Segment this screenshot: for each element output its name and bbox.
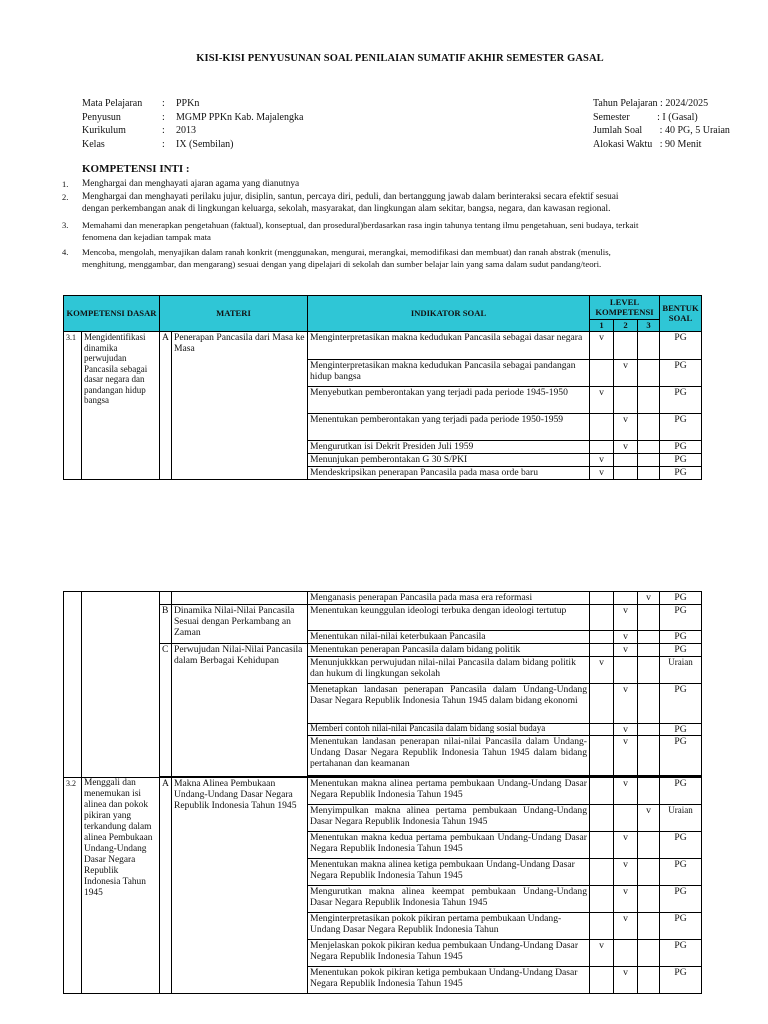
level-1-cell: v [590, 467, 614, 480]
level-3-cell [638, 467, 660, 480]
level-3-cell [638, 605, 660, 631]
level-1-cell [590, 414, 614, 441]
materi-letter: B [160, 605, 172, 644]
level-2-cell [614, 805, 638, 832]
bentuk-cell: PG [660, 454, 702, 467]
bentuk-cell: PG [660, 913, 702, 940]
indikator-cell: Menunjukan pemberontakan G 30 S/PKI [308, 454, 590, 467]
level-2-cell [614, 592, 638, 605]
kd-continued [64, 592, 82, 778]
bentuk-cell: Uraian [660, 657, 702, 684]
info-value: 2013 [176, 125, 196, 136]
level-1-cell [590, 441, 614, 454]
info-label: Mata Pelajaran [82, 98, 143, 109]
bentuk-cell: PG [660, 441, 702, 454]
level-3-cell [638, 832, 660, 859]
indikator-cell: Menyimpulkan makna alinea pertama pembukaan Undang-Undang Dasar Negara Republik Indonesia Tahun 1945 [308, 805, 590, 832]
ki-text: Menghargai dan menghayati ajaran agama yang dianutnya [82, 179, 300, 189]
info-value: IX (Sembilan) [176, 138, 234, 150]
indikator-cell: Menentukan penerapan Pancasila dalam bidang politik [308, 644, 590, 657]
indikator-cell: Menentukan pemberontakan yang terjadi pada periode 1950-1959 [308, 414, 590, 441]
bentuk-cell: PG [660, 967, 702, 994]
level-2-cell: v [614, 967, 638, 994]
ki-number: 2. [62, 192, 69, 202]
level-2-cell: v [614, 684, 638, 724]
indikator-cell: Menginterpretasikan makna kedudukan Pancasila sebagai pandangan hidup bangsa [308, 360, 590, 387]
level-3-cell [638, 644, 660, 657]
ki-number: 4. [62, 247, 69, 257]
info-row [82, 97, 303, 111]
materi-continued [172, 592, 308, 605]
level-2-cell [614, 657, 638, 684]
ki-text: Memahami dan menerapkan pengetahuan (faktual), konseptual, dan prosedural)berdasarkan rasa ingin tahunya tentang ilmu pengetahuan, seni budaya, terkait [82, 220, 639, 230]
bentuk-cell: PG [660, 886, 702, 913]
level-3-cell [638, 414, 660, 441]
info-row [82, 124, 303, 138]
level-3-cell [638, 387, 660, 414]
table-row [64, 592, 703, 605]
bentuk-cell: PG [660, 832, 702, 859]
document-title: KISI-KISI PENYUSUNAN SOAL PENILAIAN SUMATIF AKHIR SEMESTER GASAL [196, 53, 604, 64]
kd-continued [82, 592, 160, 778]
materi-letter: A [160, 778, 172, 994]
materi-letter: A [160, 332, 172, 480]
materi-text: Penerapan Pancasila dari Masa ke Masa [172, 332, 308, 480]
ki-number: 3. [62, 220, 69, 230]
level-1-cell [590, 360, 614, 387]
indikator-cell: Menginterpretasikan pokok pikiran pertama pembukaan Undang-Undang Dasar Negara Republik Indonesia Tahun [308, 913, 590, 940]
header-materi: MATERI [160, 296, 308, 332]
bentuk-cell: PG [660, 592, 702, 605]
indikator-cell: Menentukan makna alinea ketiga pembukaan Undang-Undang Dasar Negara Republik Indonesia Tahun 1945 [308, 859, 590, 886]
bentuk-cell: PG [660, 387, 702, 414]
level-1-cell [590, 805, 614, 832]
kd-text: Mengidentifikasi dinamika perwujudan Pancasila sebagai dasar negara dan pandangan hidup bangsa [82, 332, 160, 480]
level-2-cell: v [614, 605, 638, 631]
level-1-cell: v [590, 454, 614, 467]
level-1-cell [590, 967, 614, 994]
level-2-cell: v [614, 360, 638, 387]
level-2-cell: v [614, 441, 638, 454]
info-right [593, 97, 768, 151]
info-colon: : [162, 111, 165, 123]
info-colon: : [162, 98, 165, 109]
bentuk-cell: PG [660, 724, 702, 736]
table-row [64, 644, 703, 657]
info-right-row: Tahun Pelajaran : 2024/2025 [593, 98, 709, 109]
bentuk-cell: PG [660, 778, 702, 805]
indikator-cell: Menjelaskan pokok pikiran kedua pembukaan Undang-Undang Dasar Negara Republik Indonesia Tahun 1945 [308, 940, 590, 967]
level-3-cell [638, 967, 660, 994]
bentuk-cell: PG [660, 736, 702, 776]
level-1-cell [590, 913, 614, 940]
level-2-cell [614, 454, 638, 467]
level-1-cell [590, 631, 614, 644]
bentuk-cell: PG [660, 332, 702, 360]
indikator-cell: Menunjukkkan perwujudan nilai-nilai Pancasila dalam bidang politik dan hukum di lingkungan sekolah [308, 657, 590, 684]
indikator-cell: Menginterpretasikan makna kedudukan Pancasila sebagai dasar negara [308, 332, 590, 360]
header-kompetensi-dasar: KOMPETENSI DASAR [64, 296, 160, 332]
materi-text: Dinamika Nilai-Nilai Pancasila Sesuai dengan Perkambang an Zaman [172, 605, 308, 644]
indikator-cell: Mengurutkan makna alinea keempat pembukaan Undang-Undang Dasar Negara Republik Indonesia Tahun 1945 [308, 886, 590, 913]
info-label: Kurikulum [82, 125, 126, 136]
indikator-cell: Menyebutkan pemberontakan yang terjadi pada periode 1945-1950 [308, 387, 590, 414]
level-2-cell: v [614, 778, 638, 805]
indikator-cell: Menentukan nilai-nilai keterbukaan Pancasila [308, 631, 590, 644]
bentuk-cell: PG [660, 467, 702, 480]
indikator-cell: Menentukan landasan penerapan nilai-nilai Pancasila dalam Undang-Undang Dasar Negara Republik Indonesia Tahun 1945 dalam bidang pertahanan dan keamanan [308, 736, 590, 776]
level-1-cell [590, 778, 614, 805]
info-right-row: Semester : I (Gasal) [593, 111, 698, 123]
level-1-cell [590, 736, 614, 776]
level-3-cell [638, 778, 660, 805]
level-1-cell [590, 886, 614, 913]
bentuk-cell: PG [660, 684, 702, 724]
level-2-cell [614, 940, 638, 967]
table-row [64, 605, 703, 631]
header-level-3: 3 [638, 320, 660, 332]
level-2-cell [614, 332, 638, 360]
indikator-cell: Menentukan makna alinea pertama pembukaan Undang-Undang Dasar Negara Republik Indonesia Tahun 1945 [308, 778, 590, 805]
level-2-cell: v [614, 631, 638, 644]
ki-text: dengan perkembangan anak di lingkungan keluarga, sekolah, masyarakat, dan lingkungan alam sekitar, bangsa, negara, dan kawasan regional. [82, 204, 611, 214]
level-3-cell: v [638, 805, 660, 832]
level-2-cell: v [614, 736, 638, 776]
info-left [82, 97, 303, 151]
bentuk-cell: PG [660, 940, 702, 967]
indikator-cell: Menentukan pokok pikiran ketiga pembukaan Undang-Undang Dasar Negara Republik Indonesia Tahun 1945 [308, 967, 590, 994]
bentuk-cell: PG [660, 414, 702, 441]
level-2-cell: v [614, 644, 638, 657]
header-level: LEVEL KOMPETENSI [590, 296, 660, 320]
info-right-row: Alokasi Waktu : 90 Menit [593, 138, 702, 150]
level-2-cell [614, 387, 638, 414]
indikator-cell: Mengurutkan isi Dekrit Presiden Juli 1959 [308, 441, 590, 454]
level-1-cell: v [590, 332, 614, 360]
header-indikator: INDIKATOR SOAL [308, 296, 590, 332]
ki-text: fenomena dan kejadian tampak mata [82, 232, 211, 242]
bentuk-cell: PG [660, 644, 702, 657]
level-3-cell [638, 724, 660, 736]
level-3-cell [638, 657, 660, 684]
level-1-cell [590, 644, 614, 657]
level-3-cell [638, 454, 660, 467]
level-3-cell: v [638, 592, 660, 605]
info-colon: : [162, 138, 165, 150]
indikator-cell: Menentukan keunggulan ideologi terbuka dengan ideologi tertutup [308, 605, 590, 631]
level-3-cell [638, 441, 660, 454]
bentuk-cell: PG [660, 859, 702, 886]
level-1-cell: v [590, 940, 614, 967]
table-row [64, 778, 703, 805]
level-3-cell [702, 777, 703, 778]
info-value: PPKn [176, 98, 200, 109]
level-3-cell [638, 360, 660, 387]
info-row [82, 138, 303, 152]
level-2-cell: v [614, 859, 638, 886]
level-1-cell: v [590, 657, 614, 684]
level-3-cell [638, 859, 660, 886]
kisi-kisi-table-part-2 [63, 591, 703, 994]
level-2-cell: v [614, 724, 638, 736]
materi-letter: C [160, 644, 172, 777]
table-row [64, 332, 702, 360]
ki-text: menghitung, menggambar, dan mengarang) sesuai dengan yang dipelajari di sekolah dan sumber belajar lain yang sama dalam sudut pandang/teori. [82, 259, 602, 269]
indikator-cell: Menentukan makna kedua pertama pembukaan Undang-Undang Dasar Negara Republik Indonesia Tahun 1945 [308, 832, 590, 859]
indikator-cell: Menganasis penerapan Pancasila pada masa era reformasi [308, 592, 590, 605]
indikator-cell: Menetapkan landasan penerapan Pancasila dalam Undang-Undang Dasar Negara Republik Indonesia Tahun 1945 dalam bidang ekonomi [308, 684, 590, 724]
materi-text: Makna Alinea Pembukaan Undang-Undang Dasar Negara Republik Indonesia Tahun 1945 [172, 778, 308, 994]
level-2-cell: v [614, 832, 638, 859]
level-2-cell [614, 467, 638, 480]
indikator-cell: Mendeskripsikan penerapan Pancasila pada masa orde baru [308, 467, 590, 480]
kompetensi-inti-heading: KOMPETENSI INTI : [82, 163, 190, 175]
header-level-1: 1 [590, 320, 614, 332]
level-3-cell [638, 332, 660, 360]
bentuk-cell: Uraian [660, 805, 702, 832]
bentuk-cell: PG [660, 631, 702, 644]
level-1-cell [590, 684, 614, 724]
level-1-cell: v [590, 387, 614, 414]
kompetensi-inti-list [62, 179, 768, 279]
header-bentuk: BENTUK SOAL [660, 296, 702, 332]
ki-text: Mencoba, mengolah, menyajikan dalam ranah konkrit (menggunakan, mengurai, merangkai, memodifikasi dan membuat) dan ranah abstrak (menulis, [82, 247, 611, 257]
bentuk-cell: PG [660, 360, 702, 387]
kisi-kisi-table-part-1 [63, 295, 702, 480]
level-1-cell [590, 859, 614, 886]
kd-number: 3.1 [64, 332, 82, 480]
level-3-cell [638, 736, 660, 776]
level-3-cell [638, 631, 660, 644]
info-label: Penyusun [82, 111, 121, 123]
header-level-2: 2 [614, 320, 638, 332]
info-value: MGMP PPKn Kab. Majalengka [176, 111, 304, 123]
info-label: Kelas [82, 138, 105, 150]
level-1-cell [590, 724, 614, 736]
info-right-row: Jumlah Soal : 40 PG, 5 Uraian [593, 125, 730, 136]
kd-number: 3.2 [64, 778, 82, 994]
level-3-cell [638, 886, 660, 913]
level-3-cell [638, 684, 660, 724]
level-2-cell: v [614, 414, 638, 441]
level-3-cell [638, 940, 660, 967]
kd-text: Menggali dan menemukan isi alinea dan pokok pikiran yang terkandung dalam alinea Pembukaan Undang-Undang Dasar Negara Republik Indonesia Tahun 1945 [82, 778, 160, 994]
bentuk-cell: PG [660, 605, 702, 631]
level-2-cell: v [614, 886, 638, 913]
level-1-cell [590, 592, 614, 605]
level-1-cell [590, 832, 614, 859]
level-1-cell [590, 605, 614, 631]
materi-text: Perwujudan Nilai-Nilai Pancasila dalam Berbagai Kehidupan [172, 644, 308, 777]
level-2-cell: v [614, 913, 638, 940]
level-3-cell [638, 913, 660, 940]
indikator-cell: Memberi contoh nilai-nilai Pancasila dalam bidang sosial budaya [308, 724, 590, 736]
info-row [82, 111, 303, 125]
materi-continued [160, 592, 172, 605]
info-colon: : [162, 125, 165, 136]
ki-number: 1. [62, 179, 69, 189]
ki-text: Menghargai dan menghayati perilaku jujur, disiplin, santun, percaya diri, peduli, dan bertanggung jawab dalam berinteraksi secara efektif sesuai [82, 192, 619, 202]
